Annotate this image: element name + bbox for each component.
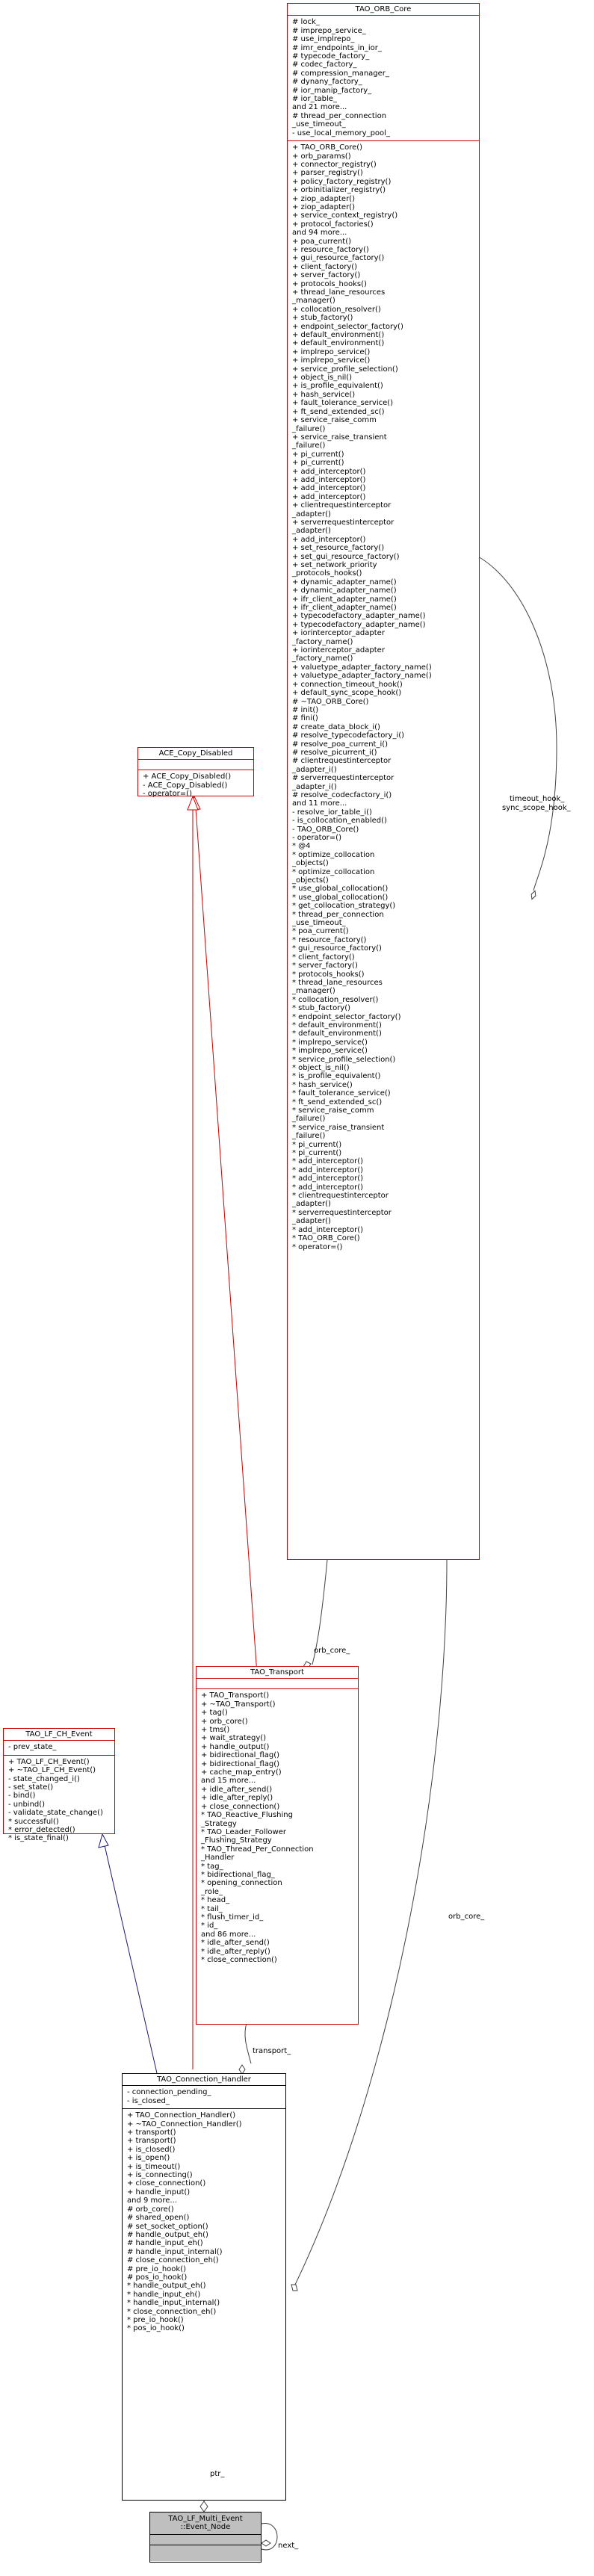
member-entry[interactable]: # pos_io_hook() (127, 2273, 188, 2282)
member-entry[interactable]: + bidirectional_flag() (201, 1751, 279, 1760)
member-entry[interactable]: _role_ (201, 1887, 223, 1896)
member-entry[interactable]: _adapter() (292, 1217, 331, 1226)
member-entry[interactable]: + poa_current() (292, 237, 352, 246)
member-entry[interactable]: _protocols_hooks() (292, 569, 362, 578)
member-entry[interactable]: + ~TAO_Connection_Handler() (127, 2120, 242, 2128)
member-entry[interactable]: - ACE_Copy_Disabled() (143, 781, 228, 790)
member-entry[interactable]: * poa_current() (292, 927, 349, 936)
member-entry[interactable]: * clientrequestinterceptor (292, 1192, 389, 1201)
member-entry[interactable]: _adapter() (292, 510, 331, 518)
edge-label-transport: transport_ (253, 2047, 291, 2055)
member-entry[interactable]: # use_implrepo_ (292, 35, 355, 44)
member-entry[interactable]: # ior_manip_factory_ (292, 86, 372, 95)
member-entry[interactable]: # ~TAO_ORB_Core() (292, 697, 369, 706)
member-entry[interactable]: - connection_pending_ (127, 2088, 211, 2097)
member-entry[interactable]: + TAO_Transport() (201, 1691, 270, 1700)
member-entry[interactable]: # imprepo_service_ (292, 26, 366, 35)
class-name-line: ::Event_Node (180, 2523, 231, 2532)
member-entry[interactable]: * hash_service() (292, 1080, 353, 1089)
member-entry[interactable]: _use_timeout_ (292, 120, 346, 129)
member-entry[interactable]: * TAO_Thread_Per_Connection (201, 1845, 314, 1854)
member-entry[interactable]: + add_interceptor() (292, 467, 366, 476)
edge-label-sync-scope-hook: sync_scope_hook_ (502, 804, 571, 812)
member-entry[interactable]: + connection_timeout_hook() (292, 680, 403, 689)
member-entry[interactable]: * pi_current() (292, 1149, 342, 1158)
member-entry[interactable]: + is_open() (127, 2154, 170, 2163)
member-entry[interactable]: + set_gui_resource_factory() (292, 552, 400, 561)
member-entry[interactable]: # codec_factory_ (292, 61, 357, 69)
member-entry[interactable]: * thread_lane_resources (292, 978, 383, 987)
diamond-marker-icon (291, 2285, 297, 2291)
member-entry[interactable]: * handle_output_eh() (127, 2282, 206, 2291)
member-entry[interactable]: _Strategy (201, 1819, 237, 1828)
member-entry[interactable]: + add_interceptor() (292, 535, 366, 544)
self-aggregation-edge-event-node (262, 2523, 277, 2549)
edge-label-orb-core-handler: orb_core_ (448, 1913, 485, 1921)
member-entry[interactable]: - prev_state_ (8, 1743, 57, 1752)
attribute-list (138, 760, 253, 770)
member-entry[interactable]: # resolve_poa_current_i() (292, 740, 389, 749)
member-entry[interactable]: + orbinitializer_registry() (292, 186, 386, 195)
member-entry[interactable]: + ziop_adapter() (292, 202, 355, 211)
member-entry[interactable]: + valuetype_adapter_factory_name() (292, 663, 432, 672)
member-entry[interactable]: - is_collocation_enabled() (292, 817, 387, 826)
member-entry[interactable]: * opening_connection (201, 1879, 282, 1888)
member-entry[interactable]: * is_profile_equivalent() (292, 1072, 381, 1081)
member-entry[interactable]: + protocol_factories() (292, 220, 374, 229)
member-entry[interactable]: + client_factory() (292, 262, 358, 271)
member-entry[interactable]: - TAO_ORB_Core() (292, 825, 359, 834)
member-entry[interactable]: * collocation_resolver() (292, 995, 379, 1004)
member-entry[interactable]: * close_connection_eh() (127, 2307, 217, 2316)
member-entry[interactable]: _adapter_i() (292, 782, 337, 791)
member-entry[interactable]: + hash_service() (292, 390, 356, 399)
member-entry[interactable]: * is_state_final() (8, 1834, 69, 1843)
member-entry[interactable]: + TAO_ORB_Core() (292, 143, 363, 152)
class-box-ace-copy-disabled[interactable] (137, 747, 254, 799)
member-entry[interactable]: + set_resource_factory() (292, 544, 385, 553)
member-entry[interactable]: * error_detected() (8, 1826, 75, 1835)
member-entry[interactable]: - set_state() (8, 1783, 54, 1792)
member-entry[interactable]: + clientrequestinterceptor (292, 501, 392, 510)
member-entry[interactable]: * TAO_ORB_Core() (292, 1234, 360, 1243)
member-entry[interactable]: _failure() (292, 1132, 326, 1141)
class-name: ACE_Copy_Disabled (138, 748, 253, 760)
member-entry[interactable]: + thread_lane_resources (292, 288, 386, 297)
member-entry[interactable]: # orb_core() (127, 2205, 174, 2214)
member-entry[interactable]: * handle_input_internal() (127, 2299, 220, 2308)
member-entry[interactable]: * flush_timer_id_ (201, 1913, 264, 1922)
member-entry[interactable]: + service_profile_selection() (292, 365, 398, 374)
member-entry[interactable]: - operator=() (143, 790, 192, 799)
member-entry[interactable]: + handle_output() (201, 1742, 270, 1751)
member-entry[interactable]: + valuetype_adapter_factory_name() (292, 672, 432, 681)
member-entry[interactable]: + transport() (127, 2137, 176, 2146)
member-entry[interactable]: + transport() (127, 2128, 176, 2137)
member-entry[interactable]: + tms() (201, 1726, 230, 1735)
class-name: TAO_Transport (197, 1667, 358, 1679)
member-entry[interactable]: + protocols_hooks() (292, 279, 367, 288)
member-entry[interactable]: * idle_after_reply() (201, 1947, 270, 1956)
member-entry[interactable]: * object_is_nil() (292, 1063, 350, 1072)
member-entry[interactable]: * add_interceptor() (292, 1183, 364, 1192)
member-entry[interactable]: - is_closed_ (127, 2096, 170, 2105)
member-entry[interactable]: + is_connecting() (127, 2171, 193, 2180)
diamond-marker-icon (530, 890, 537, 900)
member-entry[interactable]: # resolve_typecodefactory_i() (292, 731, 405, 740)
operation-list (138, 770, 253, 801)
member-entry[interactable]: + iorinterceptor_adapter (292, 646, 385, 655)
member-entry[interactable]: + dynamic_adapter_name() (292, 578, 397, 586)
member-entry[interactable]: * ft_send_extended_sc() (292, 1097, 383, 1106)
member-entry[interactable]: and 9 more... (127, 2196, 177, 2205)
member-entry[interactable]: # handle_input_eh() (127, 2239, 203, 2248)
member-entry[interactable]: # lock_ (292, 18, 320, 27)
member-entry[interactable]: * use_global_collocation() (292, 893, 389, 902)
member-entry[interactable]: _factory_name() (292, 637, 353, 646)
member-entry[interactable]: + parser_registry() (292, 169, 363, 178)
member-entry[interactable]: + add_interceptor() (292, 492, 366, 501)
member-entry[interactable]: + close_connection() (127, 2179, 206, 2188)
member-entry[interactable]: # fini() (292, 714, 318, 723)
member-entry[interactable]: * resource_factory() (292, 935, 367, 944)
member-entry[interactable]: _adapter() (292, 527, 331, 536)
member-entry[interactable]: + ft_send_extended_sc() (292, 407, 385, 416)
member-entry[interactable]: * idle_after_send() (201, 1939, 270, 1948)
member-entry[interactable]: + fault_tolerance_service() (292, 399, 394, 408)
member-entry[interactable]: + object_is_nil() (292, 374, 353, 383)
member-entry[interactable]: + ifr_client_adapter_name() (292, 604, 397, 613)
class-box-tao-transport[interactable] (196, 1666, 359, 2025)
member-entry[interactable]: + add_interceptor() (292, 484, 366, 493)
member-entry[interactable]: + server_factory() (292, 271, 361, 280)
member-entry[interactable]: * add_interceptor() (292, 1157, 364, 1166)
member-entry[interactable]: and 94 more... (292, 229, 347, 238)
operation-list (197, 1689, 358, 1967)
member-entry[interactable]: * tag_ (201, 1862, 223, 1871)
member-entry[interactable]: * serverrequestinterceptor (292, 1208, 392, 1217)
member-entry[interactable]: # close_connection_eh() (127, 2256, 219, 2265)
member-entry[interactable]: + is_closed() (127, 2145, 176, 2154)
member-entry[interactable]: # resolve_picurrent_i() (292, 748, 377, 757)
member-entry[interactable]: # dynany_factory_ (292, 78, 362, 87)
member-entry[interactable]: - bind() (8, 1792, 36, 1801)
member-entry[interactable]: + orb_params() (292, 152, 351, 161)
member-entry[interactable]: * optimize_collocation (292, 850, 375, 859)
member-entry[interactable]: * TAO_Reactive_Flushing (201, 1811, 293, 1820)
member-entry[interactable]: + iorinterceptor_adapter (292, 629, 385, 638)
member-entry[interactable]: _manager() (292, 987, 335, 996)
member-entry[interactable]: - resolve_ior_table_i() (292, 808, 372, 817)
member-entry[interactable]: * server_factory() (292, 962, 358, 970)
member-entry[interactable]: - unbind() (8, 1800, 46, 1809)
class-name: TAO_ORB_Core (288, 4, 479, 16)
member-entry[interactable]: + TAO_Connection_Handler() (127, 2111, 236, 2120)
member-entry[interactable]: - operator=() (292, 834, 341, 842)
member-entry[interactable]: * id_ (201, 1922, 218, 1931)
attribute-list (197, 1679, 358, 1689)
member-entry[interactable]: + resource_factory() (292, 245, 369, 254)
member-entry[interactable]: # ior_table_ (292, 95, 337, 104)
member-entry[interactable]: * add_interceptor() (292, 1174, 364, 1183)
member-entry[interactable]: _objects() (292, 859, 329, 868)
member-entry[interactable]: + connector_registry() (292, 160, 377, 169)
member-entry[interactable]: and 21 more... (292, 103, 347, 112)
member-entry[interactable]: _use_timeout_ (292, 919, 346, 928)
member-entry[interactable]: + policy_factory_registry() (292, 177, 392, 186)
attribute-list (288, 16, 479, 141)
member-entry[interactable]: + orb_core() (201, 1717, 248, 1726)
class-box-tao-orb-core[interactable] (287, 3, 480, 1560)
member-entry[interactable]: _Handler (201, 1854, 235, 1863)
member-entry[interactable]: + service_raise_comm (292, 416, 377, 425)
member-entry[interactable]: # set_socket_option() (127, 2222, 208, 2231)
member-entry[interactable]: _adapter_i() (292, 765, 337, 774)
aggregation-edge-handler-transport (245, 2023, 251, 2063)
member-entry[interactable]: * pre_io_hook() (127, 2315, 184, 2324)
member-entry[interactable]: * optimize_collocation (292, 867, 375, 876)
member-entry[interactable]: # handle_output_eh() (127, 2230, 208, 2239)
member-entry[interactable]: + pi_current() (292, 459, 344, 468)
member-entry[interactable]: and 11 more... (292, 799, 347, 808)
member-entry[interactable]: # compression_manager_ (292, 69, 389, 78)
member-entry[interactable]: + gui_resource_factory() (292, 254, 385, 263)
member-entry[interactable]: + ~TAO_LF_CH_Event() (8, 1766, 96, 1775)
member-entry[interactable]: + implrepo_service() (292, 356, 371, 365)
member-entry[interactable]: + dynamic_adapter_name() (292, 586, 397, 595)
member-entry[interactable]: + cache_map_entry() (201, 1768, 282, 1777)
member-entry[interactable]: _manager() (292, 297, 335, 306)
inherit-edge-transport-copy-disabled (196, 808, 258, 1685)
member-entry[interactable]: + default_environment() (292, 331, 385, 340)
class-name: TAO_Connection_Handler (123, 2074, 285, 2086)
member-entry[interactable]: * gui_resource_factory() (292, 944, 382, 953)
attribute-list (150, 2535, 261, 2545)
member-entry[interactable]: * service_raise_comm (292, 1106, 374, 1115)
member-entry[interactable]: + implrepo_service() (292, 347, 371, 356)
member-entry[interactable]: + typecodefactory_adapter_name() (292, 620, 426, 629)
member-entry[interactable]: + close_connection() (201, 1802, 280, 1811)
member-entry[interactable]: # handle_input_internal() (127, 2247, 223, 2256)
member-entry[interactable]: * @4 (292, 842, 311, 851)
member-entry[interactable]: + bidirectional_flag() (201, 1759, 279, 1768)
member-entry[interactable]: # resolve_codecfactory_i() (292, 790, 392, 799)
member-entry[interactable]: + handle_input() (127, 2188, 191, 2196)
member-entry[interactable]: # create_data_block_i() (292, 722, 380, 731)
member-entry[interactable]: * pos_io_hook() (127, 2324, 185, 2333)
member-entry[interactable]: + endpoint_selector_factory() (292, 322, 403, 331)
member-entry[interactable]: _Flushing_Strategy (201, 1836, 272, 1845)
member-entry[interactable]: # pre_io_hook() (127, 2264, 187, 2273)
member-entry[interactable]: + collocation_resolver() (292, 305, 381, 314)
edge-label-next: next_ (278, 2542, 299, 2550)
member-entry[interactable]: * head_ (201, 1896, 230, 1905)
member-entry[interactable]: * TAO_Leader_Follower (201, 1827, 286, 1836)
member-entry[interactable]: * close_connection() (201, 1956, 277, 1964)
member-entry[interactable]: + add_interceptor() (292, 475, 366, 484)
member-entry[interactable]: - use_local_memory_pool_ (292, 129, 390, 137)
member-entry[interactable]: + ACE_Copy_Disabled() (143, 773, 232, 781)
member-entry[interactable]: # thread_per_connection (292, 111, 387, 120)
member-entry[interactable]: # serverrequestinterceptor (292, 774, 395, 783)
member-entry[interactable]: # clientrequestinterceptor (292, 757, 392, 766)
member-entry[interactable]: * add_interceptor() (292, 1225, 364, 1234)
member-entry[interactable]: + ifr_client_adapter_name() (292, 595, 397, 604)
member-entry[interactable]: + TAO_LF_CH_Event() (8, 1757, 90, 1766)
member-entry[interactable]: + default_sync_scope_hook() (292, 689, 402, 698)
member-entry[interactable]: + typecodefactory_adapter_name() (292, 612, 426, 621)
class-name (150, 2512, 261, 2535)
member-entry[interactable]: # imr_endpoints_in_ior_ (292, 43, 382, 52)
member-entry[interactable]: _failure() (292, 1115, 326, 1124)
member-entry[interactable]: * protocols_hooks() (292, 970, 365, 979)
member-entry[interactable]: _adapter() (292, 1200, 331, 1209)
member-entry[interactable]: _failure() (292, 424, 326, 433)
edge-label-ptr: ptr_ (210, 2470, 225, 2478)
member-entry[interactable]: * use_global_collocation() (292, 885, 389, 894)
member-entry[interactable]: + stub_factory() (292, 314, 353, 323)
member-entry[interactable]: + idle_after_send() (201, 1785, 273, 1794)
member-entry[interactable]: + ~TAO_Transport() (201, 1700, 276, 1709)
member-entry[interactable]: + tag() (201, 1709, 228, 1718)
edge-label-timeout-hook: timeout_hook_ (510, 795, 565, 803)
member-entry[interactable]: + ziop_adapter() (292, 194, 355, 203)
member-entry[interactable]: * client_factory() (292, 953, 355, 962)
class-name: TAO_LF_CH_Event (4, 1729, 114, 1741)
member-entry[interactable]: * implrepo_service() (292, 1047, 368, 1056)
member-entry[interactable]: * endpoint_selector_factory() (292, 1012, 401, 1021)
member-entry[interactable]: + service_context_registry() (292, 211, 398, 220)
operation-list (288, 141, 479, 1254)
operation-list (4, 1756, 114, 1846)
member-entry[interactable]: * add_interceptor() (292, 1165, 364, 1174)
member-entry[interactable]: * fault_tolerance_service() (292, 1089, 391, 1098)
edge-label-orb-core-transport: orb_core_ (314, 1647, 350, 1655)
member-entry[interactable]: + service_raise_transient (292, 433, 387, 442)
member-entry[interactable]: _objects() (292, 876, 329, 885)
class-box-event-node[interactable] (149, 2512, 262, 2563)
operation-list (123, 2109, 285, 2336)
member-entry[interactable]: * handle_input_eh() (127, 2290, 201, 2299)
member-entry[interactable]: + set_network_priority (292, 561, 377, 569)
member-entry[interactable]: + idle_after_reply() (201, 1794, 273, 1803)
attribute-list (123, 2086, 285, 2109)
member-entry[interactable]: _failure() (292, 442, 326, 451)
member-entry[interactable]: # shared_open() (127, 2214, 190, 2223)
member-entry[interactable]: # init() (292, 705, 319, 714)
attribute-list (4, 1741, 114, 1755)
member-entry[interactable]: _factory_name() (292, 654, 353, 663)
class-name-line: TAO_LF_Multi_Event (168, 2515, 243, 2523)
diamond-marker-icon (262, 2540, 270, 2546)
class-box-tao-connection-handler[interactable] (122, 2073, 286, 2501)
member-entry[interactable]: * thread_per_connection (292, 910, 384, 919)
member-entry[interactable]: + is_timeout() (127, 2162, 181, 2171)
member-entry[interactable]: * pi_current() (292, 1140, 342, 1149)
member-entry[interactable]: and 86 more... (201, 1930, 256, 1939)
member-entry[interactable]: + default_environment() (292, 339, 385, 348)
member-entry[interactable]: * implrepo_service() (292, 1038, 368, 1047)
member-entry[interactable]: - validate_state_change() (8, 1809, 103, 1818)
diamond-marker-icon (200, 2501, 208, 2512)
operation-list (150, 2545, 261, 2561)
member-entry[interactable]: + wait_strategy() (201, 1734, 267, 1743)
member-entry[interactable]: + pi_current() (292, 450, 344, 459)
member-entry[interactable]: * default_environment() (292, 1021, 382, 1030)
member-entry[interactable]: * default_environment() (292, 1030, 382, 1038)
self-aggregation-edge-orb-core (478, 557, 557, 891)
member-entry[interactable]: - state_changed_i() (8, 1774, 80, 1783)
class-box-tao-lf-ch-event[interactable] (3, 1728, 115, 1843)
member-entry[interactable]: and 15 more... (201, 1777, 256, 1786)
inherit-edge-handler-lf-ch-event (105, 1845, 157, 2073)
member-entry[interactable]: * get_collocation_strategy() (292, 902, 396, 911)
member-entry[interactable]: * service_profile_selection() (292, 1055, 396, 1064)
member-entry[interactable]: # typecode_factory_ (292, 52, 370, 61)
member-entry[interactable]: * successful() (8, 1817, 59, 1826)
member-entry[interactable]: * tail_ (201, 1904, 223, 1913)
member-entry[interactable]: * stub_factory() (292, 1004, 351, 1013)
member-entry[interactable]: + serverrequestinterceptor (292, 518, 395, 527)
member-entry[interactable]: + is_profile_equivalent() (292, 382, 383, 391)
member-entry[interactable]: * service_raise_transient (292, 1123, 385, 1132)
member-entry[interactable]: * bidirectional_flag_ (201, 1870, 275, 1879)
member-entry[interactable]: * operator=() (292, 1242, 343, 1251)
